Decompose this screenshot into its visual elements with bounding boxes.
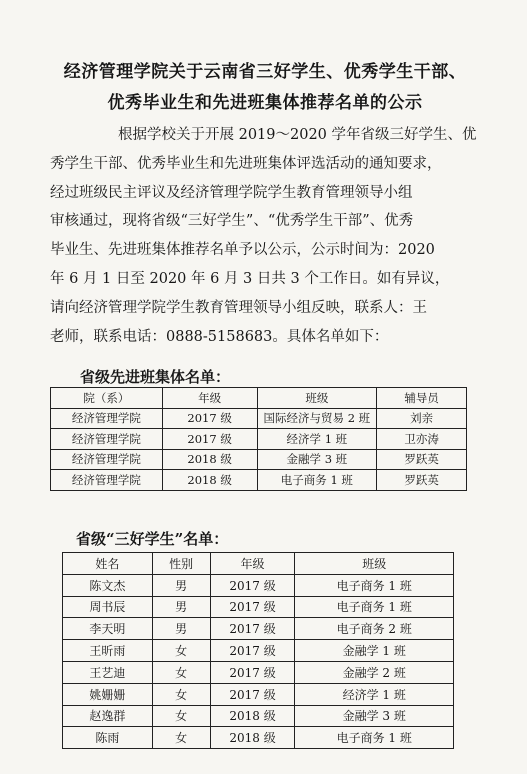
table-cell: 2017 级 xyxy=(210,596,295,618)
table-cell: 罗跃英 xyxy=(377,470,467,491)
document-title-line-2: 优秀毕业生和先进班集体推荐名单的公示 xyxy=(107,93,423,113)
table-cell: 赵逸群 xyxy=(63,705,153,727)
table-cell: 2018 级 xyxy=(210,705,295,727)
table-cell: 女 xyxy=(152,640,210,662)
column-header: 辅导员 xyxy=(377,388,467,409)
table-cell: 经济管理学院 xyxy=(51,408,163,429)
class-section-heading: 省级先进班集体名单： xyxy=(80,368,231,386)
table-cell: 经济学 1 班 xyxy=(257,429,377,450)
table-cell: 电子商务 2 班 xyxy=(295,618,454,640)
paragraph-line: 秀学生干部、优秀毕业生和先进班集体评选活动的通知要求， xyxy=(50,155,442,172)
table-cell: 经济管理学院 xyxy=(51,449,163,470)
table-cell: 女 xyxy=(152,661,210,683)
table-cell: 女 xyxy=(152,683,210,705)
table-cell: 金融学 2 班 xyxy=(295,661,454,683)
table-row xyxy=(63,574,454,596)
table-cell: 2017 级 xyxy=(162,429,257,450)
paragraph-line: 老师，联系电话：0888-5158683。具体名单如下： xyxy=(50,328,389,345)
column-header: 性别 xyxy=(152,553,210,575)
table-cell: 女 xyxy=(152,727,210,749)
table-cell: 卫亦涛 xyxy=(377,429,467,450)
table-cell: 王艺迪 xyxy=(63,661,153,683)
table-cell: 陈文杰 xyxy=(63,574,153,596)
paragraph-line: 毕业生、先进班集体推荐名单予以公示，公示时间为：2020 xyxy=(50,242,435,259)
table-row xyxy=(63,705,454,727)
table-cell: 2017 级 xyxy=(210,618,295,640)
paragraph-line: 年 6 月 1 日至 2020 年 6 月 3 日共 3 个工作日。如有异议， xyxy=(50,270,450,287)
column-header: 年级 xyxy=(162,388,257,409)
announcement-paragraph xyxy=(50,121,477,351)
table-cell: 刘亲 xyxy=(377,408,467,429)
student-section-heading: 省级“三好学生”名单： xyxy=(76,530,229,548)
paragraph-line: 根据学校关于开展 2019～2020 学年省级三好学生、优 xyxy=(118,127,477,143)
table-cell: 2017 级 xyxy=(162,408,257,429)
column-header: 班级 xyxy=(295,553,454,575)
table-cell: 电子商务 1 班 xyxy=(257,470,377,491)
table-cell: 王昕雨 xyxy=(63,640,153,662)
table-header-row xyxy=(63,553,454,575)
table-row xyxy=(51,470,467,491)
paragraph-line: 审核通过，现将省级“三好学生”、“优秀学生干部”、优秀 xyxy=(50,213,414,230)
table-row xyxy=(63,683,454,705)
table-row xyxy=(63,596,454,618)
table-cell: 金融学 3 班 xyxy=(295,705,454,727)
table-cell: 陈雨 xyxy=(63,727,153,749)
merit-student-table xyxy=(62,552,454,749)
table-cell: 金融学 3 班 xyxy=(257,449,377,470)
table-cell: 李天明 xyxy=(63,618,153,640)
column-header: 姓名 xyxy=(63,553,153,575)
table-cell: 2017 级 xyxy=(210,640,295,662)
table-cell: 男 xyxy=(152,596,210,618)
table-cell: 2017 级 xyxy=(210,574,295,596)
table-row xyxy=(63,661,454,683)
table-cell: 经济管理学院 xyxy=(51,429,163,450)
table-row xyxy=(63,640,454,662)
table-cell: 2017 级 xyxy=(210,683,295,705)
table-cell: 金融学 1 班 xyxy=(295,640,454,662)
table-header-row xyxy=(51,388,467,409)
table-row xyxy=(63,727,454,749)
table-cell: 姚姗姗 xyxy=(63,683,153,705)
table-row xyxy=(63,618,454,640)
table-row xyxy=(51,408,467,429)
table-cell: 女 xyxy=(152,705,210,727)
table-cell: 经济管理学院 xyxy=(51,470,163,491)
document-title-line-1: 经济管理学院关于云南省三好学生、优秀学生干部、 xyxy=(63,62,467,82)
table-cell: 2018 级 xyxy=(162,449,257,470)
advanced-class-table xyxy=(50,387,467,491)
table-cell: 2018 级 xyxy=(210,727,295,749)
column-header: 班级 xyxy=(257,388,377,409)
table-cell: 电子商务 1 班 xyxy=(295,596,454,618)
table-cell: 男 xyxy=(152,618,210,640)
table-cell: 周书辰 xyxy=(63,596,153,618)
table-cell: 男 xyxy=(152,574,210,596)
table-cell: 国际经济与贸易 2 班 xyxy=(257,408,377,429)
table-cell: 2017 级 xyxy=(210,661,295,683)
table-row xyxy=(51,449,467,470)
table-cell: 2018 级 xyxy=(162,470,257,491)
table-cell: 电子商务 1 班 xyxy=(295,727,454,749)
column-header: 院（系） xyxy=(51,388,163,409)
table-cell: 电子商务 1 班 xyxy=(295,574,454,596)
column-header: 年级 xyxy=(210,553,295,575)
paragraph-line: 经过班级民主评议及经济管理学院学生教育管理领导小组 xyxy=(50,184,413,201)
paragraph-line: 请向经济管理学院学生教育管理领导小组反映，联系人：王 xyxy=(50,299,427,316)
table-cell: 罗跃英 xyxy=(377,449,467,470)
table-row xyxy=(51,429,467,450)
table-cell: 经济学 1 班 xyxy=(295,683,454,705)
